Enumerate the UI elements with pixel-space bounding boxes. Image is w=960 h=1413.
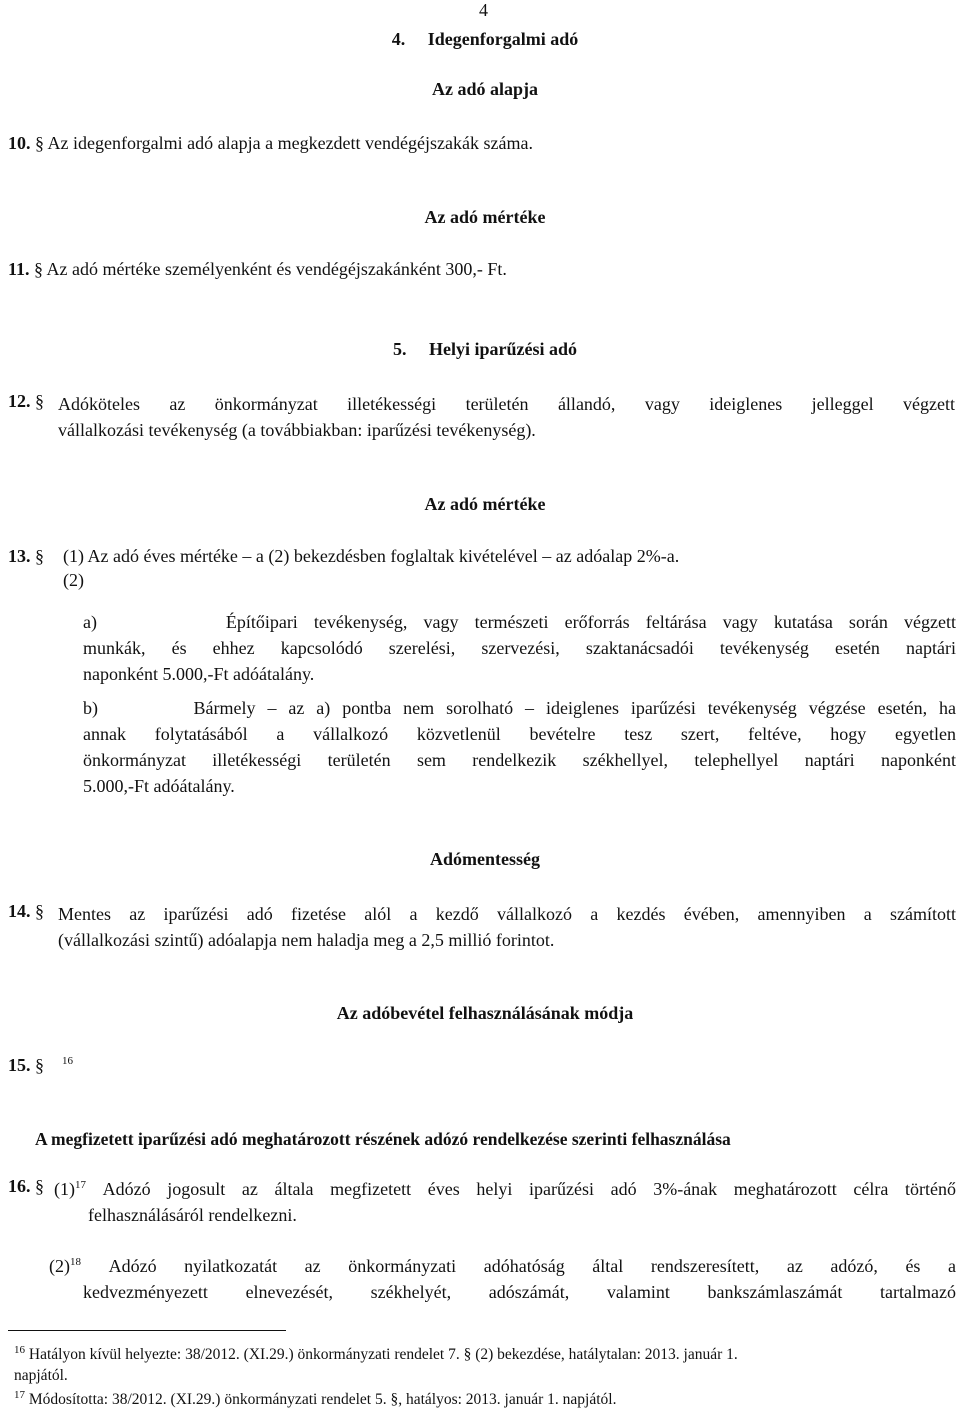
- footnote-17: [14, 1389, 958, 1410]
- paragraph-11-text: Az adó mértéke személyenként és vendégéjszakánként 300,- Ft.: [46, 259, 507, 279]
- paragraph-symbol: §: [35, 901, 44, 921]
- heading-tax-exemption: Adómentesség: [430, 849, 540, 869]
- heading-revenue-use: Az adóbevétel felhasználásának módja: [336, 1003, 634, 1023]
- paragraph-11-number: 11.: [8, 259, 30, 279]
- point-b-label: b): [83, 698, 98, 718]
- footnote-ref-17[interactable]: 17: [75, 1179, 86, 1191]
- paragraph-16-line-4: kedvezményezett elnevezését, székhelyét, adószámát, valamint bankszámlaszámát tartalmazó: [83, 1282, 956, 1302]
- paragraph-16-subsection-1: [54, 1176, 956, 1228]
- heading-tax-rate-2: Az adó mértéke: [424, 494, 546, 514]
- point-b-line-3: önkormányzat illetékességi területén sem rendelkezik székhellyel, telephellyel naptári naponként: [83, 750, 956, 770]
- point-b-line-4: 5.000,-Ft adóátalány.: [83, 776, 235, 796]
- heading-paid-tax-use: A megfizetett iparűzési adó meghatározott részének adózó rendelkezése szerinti felhasználása: [35, 1129, 731, 1149]
- point-b-line-1: b) Bármely – az a) pontba nem sorolható – ideiglenes iparűzési tevékenység végzése esetén, ha: [83, 698, 957, 718]
- paragraph-13-point-b: [83, 695, 956, 799]
- paragraph-16-subsection-2: [49, 1253, 956, 1305]
- page-number: 4: [479, 0, 488, 20]
- paragraph-16-line-2: felhasználásáról rendelkezni.: [88, 1205, 297, 1225]
- paragraph-13-subsection-1: (1) Az adó éves mértéke – a (2) bekezdésben foglaltak kivételével – az adóalap 2%-a.: [63, 546, 680, 566]
- footnote-separator: [8, 1330, 286, 1331]
- footnote-ref-18[interactable]: 18: [70, 1256, 81, 1268]
- paragraph-16-number-block: [8, 1176, 44, 1197]
- heading-tax-rate-1: Az adó mértéke: [424, 207, 546, 227]
- section-5-number: 5.: [393, 339, 407, 359]
- paragraph-11: [8, 259, 507, 280]
- paragraph-14-number-block: [8, 901, 44, 922]
- footnote-16-number: 16: [14, 1343, 25, 1356]
- paragraph-14-line-1: Mentes az iparűzési adó fizetése alól a kezdő vállalkozó a kezdés évében, amennyiben a számított: [58, 904, 956, 924]
- section-5-heading: [0, 339, 960, 360]
- paragraph-symbol: §: [34, 259, 44, 279]
- paragraph-10-number: 10.: [8, 133, 31, 153]
- paragraph-10-text: Az idegenforgalmi adó alapja a megkezdett vendégéjszakák száma.: [47, 133, 533, 153]
- point-a-line-2: munkák, és ehhez kapcsolódó szerelési, szervezési, szaktanácsadói tevékenység esetén naptári: [83, 638, 956, 658]
- paragraph-16-line-1: $(1)^{17}$ Adózó jogosult az általa megfizetett éves helyi iparűzési adó 3%-ának meghatározott célra történő: [54, 1179, 956, 1199]
- point-a-line-3: naponként 5.000,-Ft adóátalány.: [83, 664, 315, 684]
- paragraph-16-line-3: $(2)^{18}$ Adózó nyilatkozatát az önkormányzati adóhatóság által rendszeresített, az adózó, és a: [49, 1256, 956, 1276]
- paragraph-symbol: §: [35, 391, 44, 411]
- section-4-heading: [0, 29, 960, 50]
- footnote-16-line-1: Hatályon kívül helyezte: 38/2012. (XI.29.) önkormányzati rendelet 7. § (2) bekezdése, hatálytalan: 2013. január 1.: [28, 1346, 738, 1363]
- paragraph-13-subsection-2: (2): [63, 570, 84, 590]
- paragraph-symbol: §: [35, 546, 44, 566]
- point-b-line-2: annak folytatásából a vállalkozó közvetlenül bevételre tesz szert, feltéve, hogy egyetlen: [83, 724, 956, 744]
- point-a-line-1: a) Építőipari tevékenység, vagy természeti erőforrás feltárása vagy kutatása során végzett: [83, 612, 956, 632]
- paragraph-15-number: 15.: [8, 1055, 31, 1075]
- paragraph-symbol: §: [35, 1176, 44, 1196]
- section-4-title: Idegenforgalmi adó: [427, 29, 579, 49]
- paragraph-14-text: [58, 901, 956, 953]
- heading-tax-base: Az adó alapja: [431, 79, 538, 99]
- paragraph-13-point-a: [83, 609, 956, 687]
- paragraph-14-line-2: (vállalkozási szintű) adóalapja nem haladja meg a 2,5 millió forintot.: [58, 930, 555, 950]
- paragraph-12-number: 12.: [8, 391, 31, 411]
- paragraph-13-number-block: [8, 546, 44, 567]
- section-5-title: Helyi iparűzési adó: [429, 339, 577, 359]
- footnote-16: [14, 1344, 958, 1386]
- paragraph-12-number-block: [8, 391, 44, 412]
- point-a-label: a): [83, 612, 97, 632]
- paragraph-12-text: [58, 391, 955, 443]
- paragraph-15: [8, 1055, 73, 1076]
- paragraph-16-number: 16.: [8, 1176, 31, 1196]
- paragraph-12-line-1: Adóköteles az önkormányzat illetékességi területén állandó, vagy ideiglenes jelleggel végzett: [58, 394, 955, 414]
- section-4-number: 4.: [391, 29, 406, 49]
- paragraph-14-number: 14.: [8, 901, 31, 921]
- paragraph-10: [8, 133, 533, 154]
- footnote-17-line-1: Módosította: 38/2012. (XI.29.) önkormányzati rendelet 5. §, hatályos: 2013. január 1. napjától.: [28, 1391, 617, 1408]
- footnote-ref-16[interactable]: 16: [62, 1055, 73, 1067]
- paragraph-13-number: 13.: [8, 546, 31, 566]
- paragraph-symbol: §: [35, 1055, 44, 1075]
- paragraph-symbol: §: [35, 133, 44, 153]
- footnote-16-line-2: napjától.: [14, 1367, 68, 1384]
- footnote-17-number: 17: [14, 1388, 25, 1401]
- paragraph-12-line-2: vállalkozási tevékenység (a továbbiakban: iparűzési tevékenység).: [58, 420, 536, 440]
